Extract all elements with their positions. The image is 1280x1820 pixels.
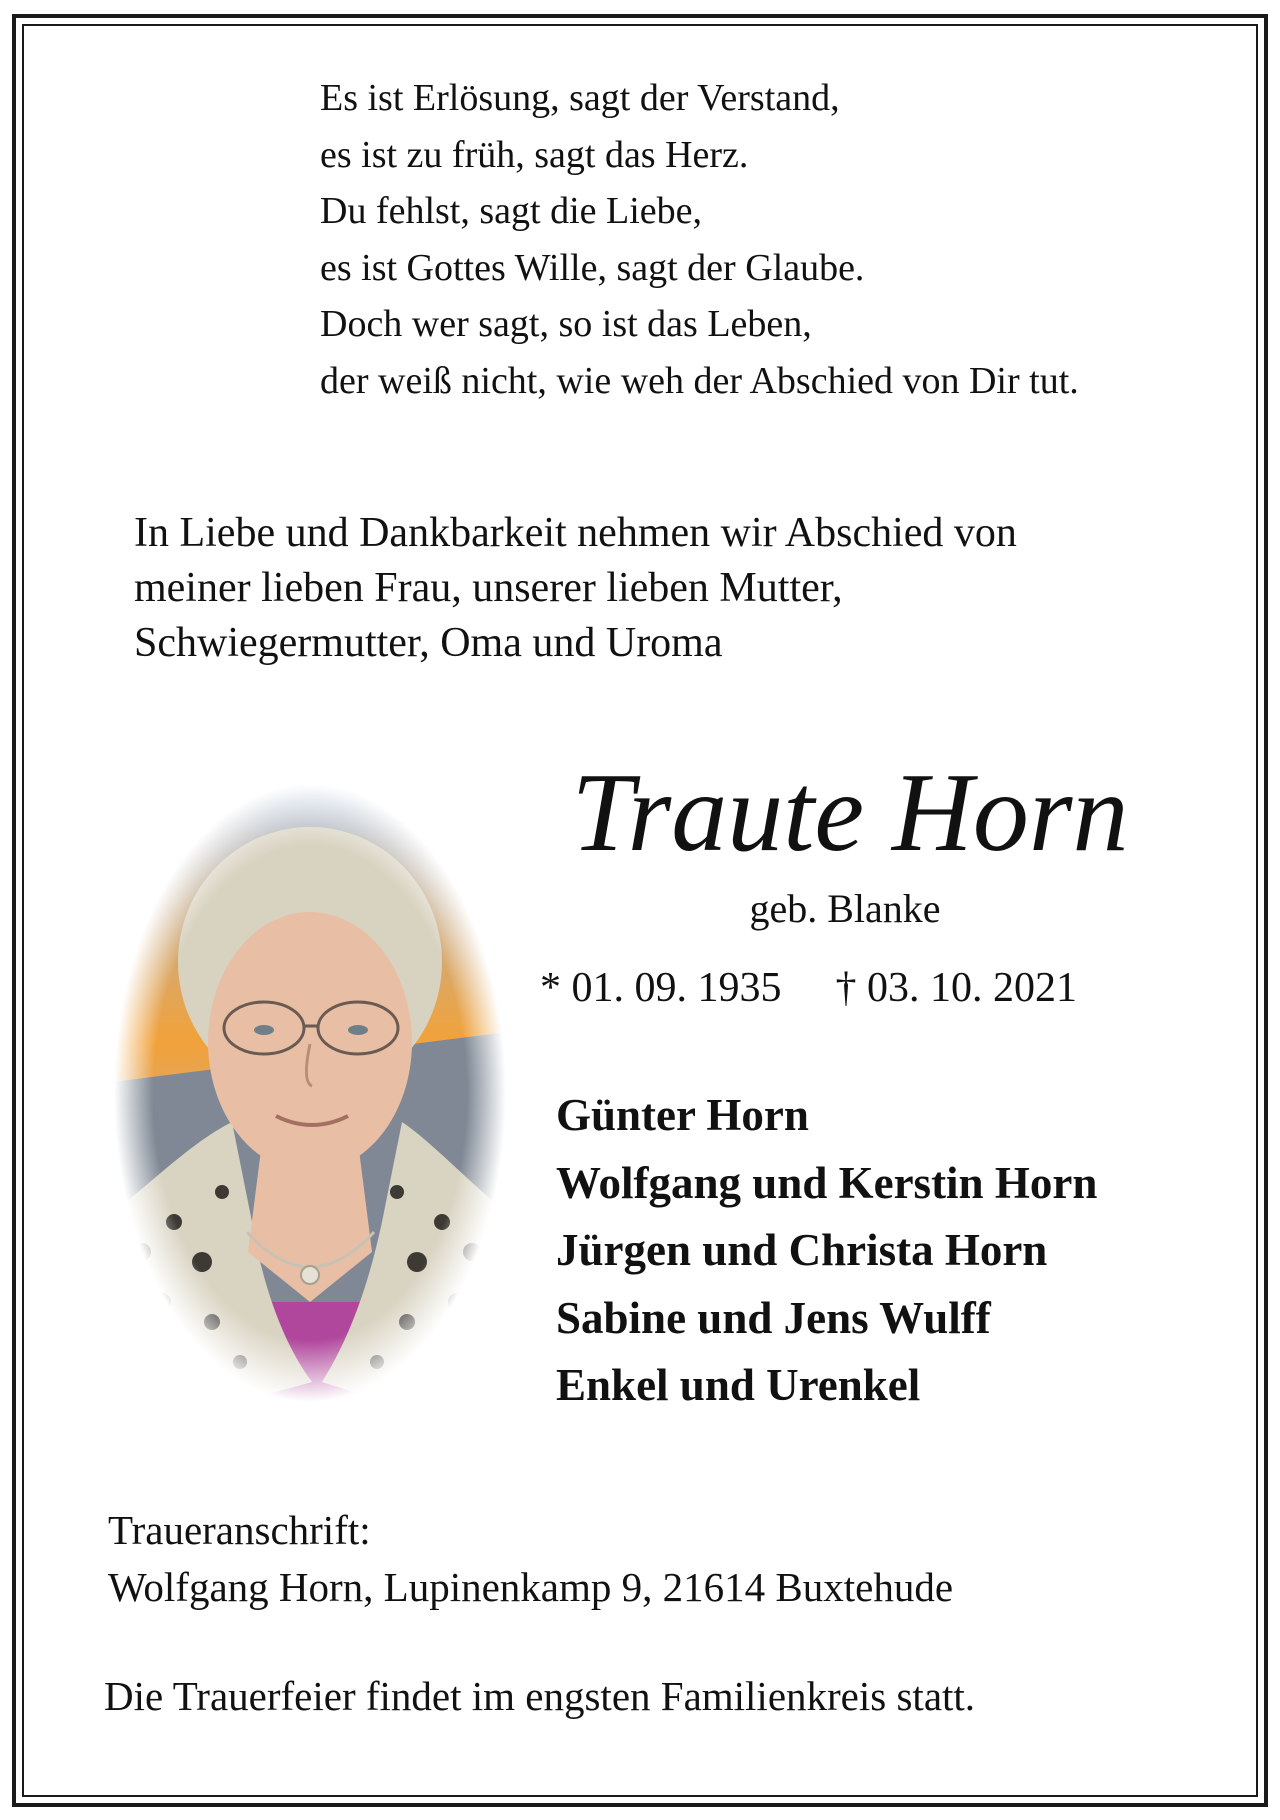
- life-dates: [540, 962, 1077, 1014]
- intro-line: meiner lieben Frau, unserer lieben Mutter,: [134, 565, 843, 611]
- intro-line: In Liebe und Dankbarkeit nehmen wir Abschied von: [134, 510, 1017, 556]
- mourner: Jürgen und Christa Horn: [556, 1225, 1048, 1275]
- address-value: Wolfgang Horn, Lupinenkamp 9, 21614 Buxtehude: [108, 1564, 954, 1610]
- mourner: Sabine und Jens Wulff: [556, 1292, 991, 1343]
- poem-line: es ist zu früh, sagt das Herz.: [320, 133, 749, 176]
- mourners-list: [556, 1082, 1097, 1420]
- deceased-name: Traute Horn: [571, 751, 1129, 875]
- birth-date: * 01. 09. 1935: [540, 965, 782, 1011]
- intro-line: Schwiegermutter, Oma und Uroma: [134, 620, 723, 666]
- poem-line: Du fehlst, sagt die Liebe,: [320, 190, 703, 232]
- ceremony-note: Die Trauerfeier findet im engsten Familienkreis statt.: [104, 1673, 976, 1719]
- poem-line: Doch wer sagt, so ist das Leben,: [320, 303, 812, 345]
- mourner: Wolfgang und Kerstin Horn: [556, 1157, 1098, 1208]
- poem-line: der weiß nicht, wie weh der Abschied von Dir tut.: [320, 359, 1079, 402]
- mourner: Enkel und Urenkel: [556, 1360, 921, 1410]
- intro-text: [134, 506, 1017, 671]
- portrait-photo: [112, 782, 508, 1404]
- poem-line: Es ist Erlösung, sagt der Verstand,: [320, 77, 840, 119]
- poem-line: es ist Gottes Wille, sagt der Glaube.: [320, 246, 865, 289]
- death-date: † 03. 10. 2021: [835, 965, 1077, 1011]
- maiden-name: geb. Blanke: [749, 886, 941, 931]
- mourner: Günter Horn: [556, 1090, 809, 1140]
- mourning-address: [108, 1502, 953, 1616]
- address-label: Traueranschrift:: [108, 1507, 371, 1553]
- poem: [320, 70, 1079, 409]
